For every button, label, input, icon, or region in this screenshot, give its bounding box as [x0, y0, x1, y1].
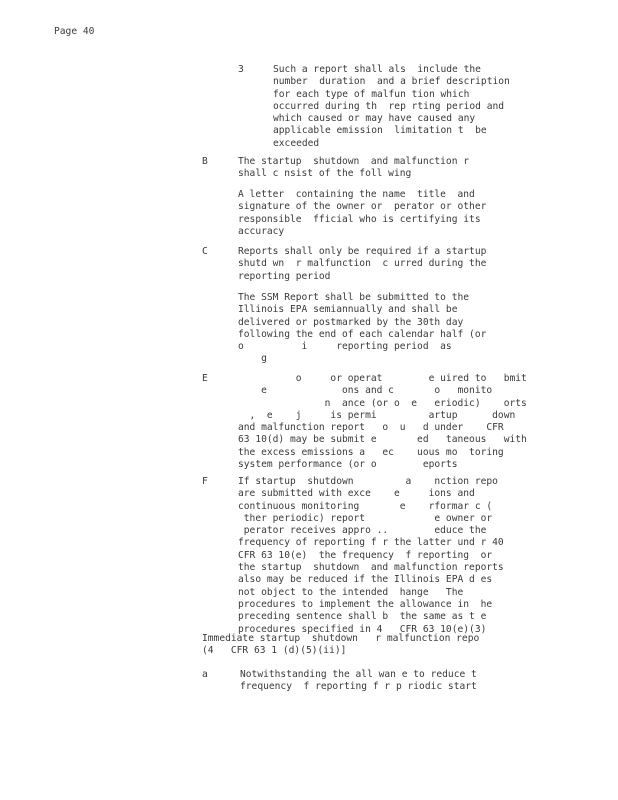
text-line: delivered or postmarked by the 30th day	[238, 316, 464, 328]
item-3-text	[273, 64, 510, 150]
text-line: procedures specified in 4 CFR 63 10(e)(3)	[238, 623, 487, 635]
text-line: (4 CFR 63 1 (d)(5)(ii)]	[202, 645, 347, 657]
item-c-paragraph-1	[238, 246, 486, 283]
text-line: Illinois EPA semiannually and shall be	[238, 304, 458, 316]
text-line: shall c nsist of the foll wing	[238, 168, 412, 180]
item-f-label: F	[202, 476, 208, 487]
text-line: which caused or may have caused any	[273, 113, 476, 125]
item-b-paragraph-2	[238, 189, 486, 238]
text-line: If startup shutdown a nction repo	[238, 476, 498, 487]
text-line: Notwithstanding the all wan e to reduce t	[240, 669, 477, 680]
text-line: 63 10(d) may be submit e ed taneous with	[238, 434, 527, 446]
text-line: applicable emission limitation t be	[273, 125, 487, 137]
text-line: perator receives appro .. educe the	[238, 525, 487, 537]
item-e-label: E	[202, 373, 208, 384]
item-a-label: a	[202, 669, 208, 680]
item-f-text	[238, 476, 504, 636]
text-line: for each type of malfun tion which	[273, 88, 470, 100]
text-line: frequency of reporting f r the latter und r 40	[238, 537, 504, 549]
text-line: e ons and c o monito	[238, 385, 493, 397]
item-c-label: C	[202, 246, 208, 257]
text-line: A letter containing the name title and	[238, 189, 475, 200]
item-b-label: B	[202, 156, 208, 167]
page-header: Page 40	[54, 26, 95, 37]
text-line: also may be reduced if the Illinois EPA d es	[238, 574, 493, 586]
text-line: g	[238, 353, 267, 365]
text-line: shutd wn r malfunction c urred during the	[238, 258, 487, 270]
text-line: not object to the intended hange The	[238, 586, 464, 598]
text-line: Immediate startup shutdown r malfunction repo	[202, 633, 480, 644]
item-b-paragraph-1	[238, 156, 469, 181]
text-line: continuous monitoring e rformar c (	[238, 500, 493, 512]
text-line: are submitted with exce e ions and	[238, 488, 475, 500]
text-line: preceding sentence shall b the same as t e	[238, 611, 487, 623]
text-line: CFR 63 10(e) the frequency f reporting or	[238, 549, 493, 561]
text-line: signature of the owner or perator or other	[238, 201, 487, 213]
text-line: system performance (or o eports	[238, 459, 458, 471]
text-line: o or operat e uired to bmit	[238, 373, 527, 384]
text-line: o i reporting period as	[238, 341, 452, 353]
text-line: ther periodic) report e owner or	[238, 512, 493, 524]
text-line: number duration and a brief description	[273, 76, 510, 88]
text-line: the excess emissions a ec uous mo toring	[238, 446, 504, 458]
text-line: Such a report shall als include the	[273, 64, 481, 75]
text-line: responsible fficial who is certifying its	[238, 213, 481, 225]
text-line: exceeded	[273, 137, 320, 149]
text-line: Reports shall only be required if a startup	[238, 246, 487, 257]
item-a-text	[240, 669, 477, 694]
text-line: frequency f reporting f r p riodic start	[240, 681, 477, 693]
text-line: The startup shutdown and malfunction r	[238, 156, 470, 167]
text-line: accuracy	[238, 225, 285, 237]
text-line: following the end of each calendar half (or	[238, 328, 487, 340]
text-line: procedures to implement the allowance in he	[238, 598, 493, 610]
text-line: , e j is permi artup down	[238, 409, 516, 421]
text-line: reporting period	[238, 270, 331, 282]
item-c-paragraph-2	[238, 292, 486, 366]
text-line: n ance (or o e eriodic) orts	[238, 397, 527, 409]
text-line: and malfunction report o u d under CFR	[238, 422, 504, 434]
text-line: the startup shutdown and malfunction reports	[238, 562, 504, 574]
item-e-text	[238, 373, 527, 471]
item-3-label: 3	[238, 64, 244, 75]
text-line: The SSM Report shall be submitted to the	[238, 292, 470, 303]
immediate-report-heading	[202, 633, 479, 658]
text-line: occurred during th rep rting period and	[273, 100, 505, 112]
